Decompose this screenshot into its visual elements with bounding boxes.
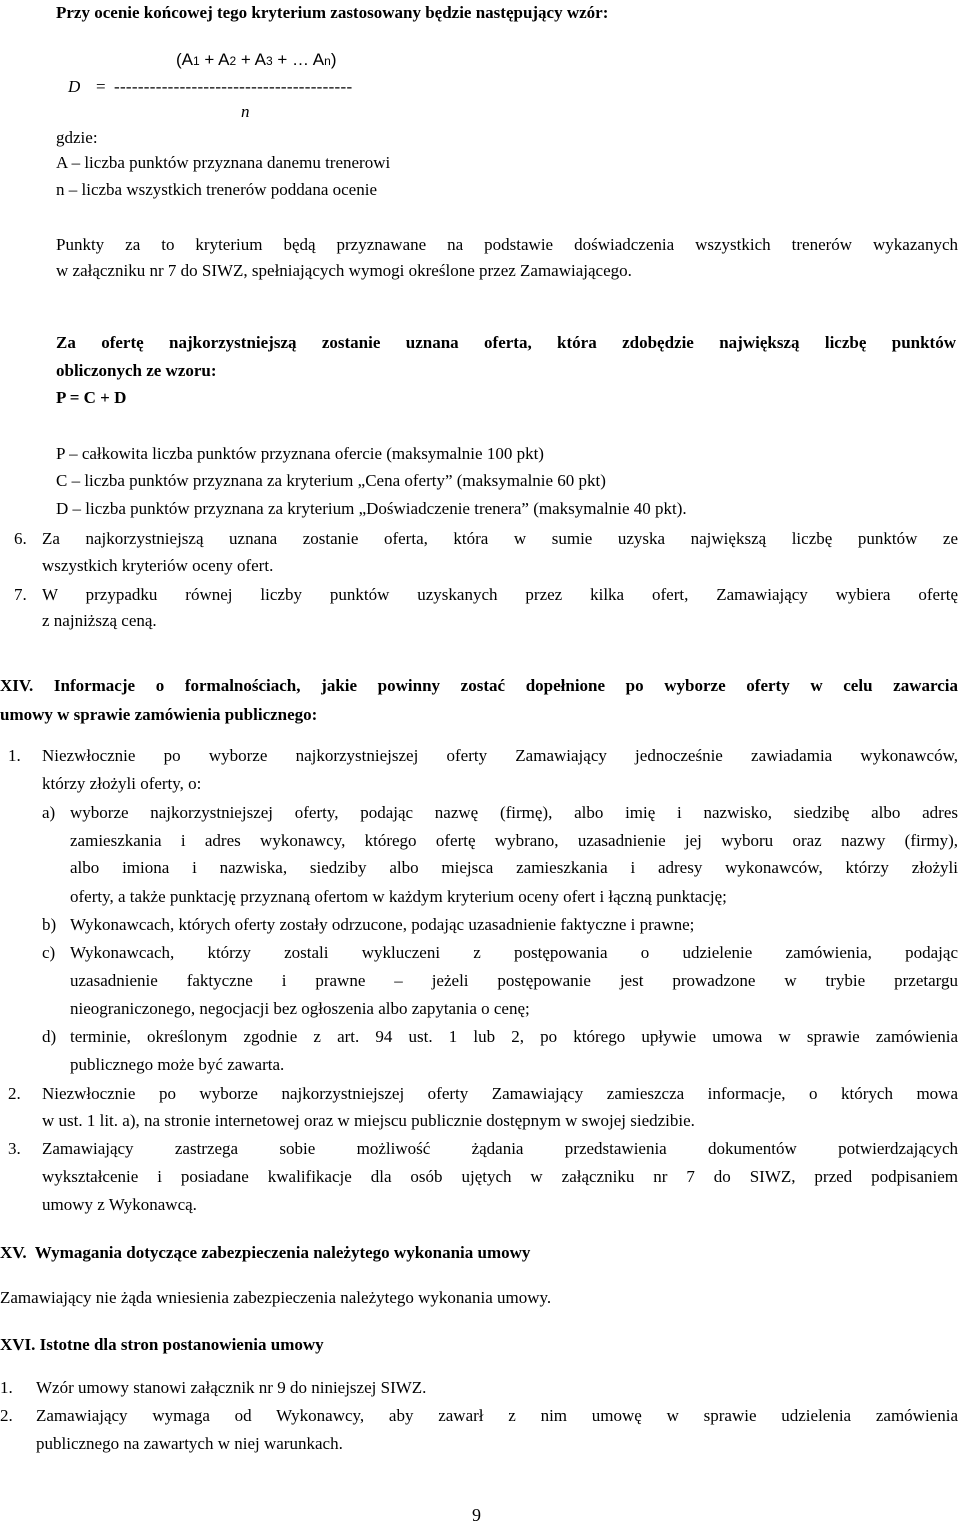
s14-d-line1: terminie, określonym zgodnie z art. 94 ust. 1 lub 2, po którego upływie umowa w sprawie zamówienia	[70, 1027, 958, 1046]
s14-d-label: d)	[42, 1027, 57, 1046]
s14-c-line1: Wykonawcach, którzy zostali wykluczeni z postępowania o udzielenie zamówienia, podając	[70, 943, 958, 962]
s14-d-line2: publicznego może być zawarta.	[70, 1055, 285, 1074]
s14-p2-line2: w ust. 1 lit. a), na stronie internetowej oraz w miejscu publicznie dostępnym w swojej siedzibie.	[42, 1111, 695, 1130]
numerator-part: )	[330, 50, 337, 69]
section16-heading: XVI. Istotne dla stron postanowienia umowy	[0, 1335, 324, 1354]
section15-text: Zamawiający nie żąda wniesienia zabezpieczenia należytego wykonania umowy.	[0, 1288, 552, 1307]
s14-p3-line3: umowy z Wykonawcą.	[42, 1195, 197, 1214]
def-d: D – liczba punktów przyznana za kryterium „Doświadczenie trenera” (maksymalnie 40 pkt).	[56, 499, 687, 518]
item7-num: 7.	[14, 585, 27, 604]
s14-p3-line2: wykształcenie i posiadane kwalifikacje dla osób ujętych w załączniku nr 7 do SIWZ, przed podpisaniem	[42, 1167, 958, 1186]
item7-line2: z najniższą ceną.	[42, 611, 157, 630]
para1-line2: w załączniku nr 7 do SIWZ, spełniających wymogi określone przez Zamawiającego.	[56, 261, 632, 280]
legend-a: A – liczba punktów przyznana danemu trenerowi	[56, 153, 391, 172]
legend-n: n – liczba wszystkich trenerów poddana ocenie	[56, 180, 377, 199]
def-p: P – całkowita liczba punktów przyznana ofercie (maksymalnie 100 pkt)	[56, 444, 544, 463]
s14-p2-line1: Niezwłocznie po wyborze najkorzystniejszej oferty Zamawiający zamieszcza informacje, o których mowa	[42, 1084, 958, 1103]
s14-b-line1: Wykonawcach, których oferty zostały odrzucone, podając uzasadnienie faktyczne i prawne;	[70, 915, 695, 934]
best-offer-formula: P = C + D	[56, 388, 127, 407]
s14-p3-line1: Zamawiający zastrzega sobie możliwość żądania przedstawienia dokumentów potwierdzających	[42, 1139, 958, 1158]
formula-eq: =	[96, 77, 106, 96]
item6-line2: wszystkich kryteriów oceny ofert.	[42, 556, 274, 575]
s14-p1-num: 1.	[8, 746, 21, 765]
s14-c-line3: nieograniczonego, negocjacji bez ogłoszenia albo zapytania o cenę;	[70, 999, 530, 1018]
s14-p1-line1: Niezwłocznie po wyborze najkorzystniejszej oferty Zamawiający jednocześnie zawiadamia wykonawców,	[42, 746, 958, 765]
formula-lhs: D	[68, 77, 81, 96]
best-offer-line2: obliczonych ze wzoru:	[56, 361, 217, 380]
item6-num: 6.	[14, 529, 27, 548]
para1-line1: Punkty za to kryterium będą przyznawane na podstawie doświadczenia wszystkich trenerów wykazanych	[56, 235, 958, 254]
section14-heading-line2: umowy w sprawie zamówienia publicznego:	[0, 705, 318, 724]
item7-line1: W przypadku równej liczby punktów uzyskanych przez kilka ofert, Zamawiający wybiera ofertę	[42, 585, 958, 604]
formula-intro: Przy ocenie końcowej tego kryterium zastosowany będzie następujący wzór:	[56, 3, 609, 22]
s14-p3-num: 3.	[8, 1139, 21, 1158]
numerator-part: (A	[176, 50, 193, 69]
s14-a-line2: zamieszkania i adres wykonawcy, którego ofertę wybrano, uzasadnienie jej wyboru oraz nazwy (firmy),	[70, 831, 958, 850]
best-offer-line1: Za ofertę najkorzystniejszą zostanie uznana oferta, która zdobędzie największą liczbę punktów	[56, 333, 956, 352]
s14-a-line1: wyborze najkorzystniejszej oferty, podając nazwę (firmę), albo imię i nazwisko, siedzibę albo adres	[70, 803, 958, 822]
s14-b-label: b)	[42, 915, 57, 934]
subscript: 2	[229, 54, 237, 68]
formula-numerator	[176, 50, 336, 71]
s16-i1-num: 1.	[0, 1378, 13, 1397]
numerator-part: + … A	[272, 50, 325, 69]
page-number: 9	[472, 1505, 481, 1525]
subscript: 3	[265, 54, 273, 68]
s14-p2-num: 2.	[8, 1084, 21, 1103]
formula-fraction-line: ----------------------------------------	[114, 77, 353, 96]
s14-p1-line2: którzy złożyli oferty, o:	[42, 774, 202, 793]
def-c: C – liczba punktów przyznana za kryterium „Cena oferty” (maksymalnie 60 pkt)	[56, 471, 606, 490]
gdzie-label: gdzie:	[56, 128, 98, 147]
item6-line1: Za najkorzystniejszą uznana zostanie oferta, która w sumie uzyska największą liczbę punktów ze	[42, 529, 958, 548]
s16-i2-num: 2.	[0, 1406, 13, 1425]
s14-c-line2: uzasadnienie faktyczne i prawne – jeżeli postępowanie jest prowadzone w trybie przetargu	[70, 971, 958, 990]
s16-i2-line2: publicznego na zawartych w niej warunkach.	[36, 1434, 343, 1453]
subscript: 1	[193, 54, 200, 68]
s16-i2-line1: Zamawiający wymaga od Wykonawcy, aby zawarł z nim umowę w sprawie udzielenia zamówienia	[36, 1406, 958, 1425]
s14-c-label: c)	[42, 943, 56, 962]
numerator-part: + A	[236, 50, 266, 69]
s16-i1-line1: Wzór umowy stanowi załącznik nr 9 do niniejszej SIWZ.	[36, 1378, 427, 1397]
numerator-part: + A	[199, 50, 230, 69]
section14-heading-line1: XIV. Informacje o formalnościach, jakie powinny zostać dopełnione po wyborze oferty w celu zawarcia	[0, 676, 958, 695]
subscript: n	[324, 54, 331, 68]
s14-a-label: a)	[42, 803, 56, 822]
formula-denominator: n	[241, 102, 250, 121]
s14-a-line3: albo imiona i nazwiska, siedziby albo miejsca zamieszkania i adresy wykonawców, którzy złożyli	[70, 858, 958, 877]
section15-heading: XV. Wymagania dotyczące zabezpieczenia należytego wykonania umowy	[0, 1243, 531, 1262]
s14-a-line4: oferty, a także punktację przyznaną ofertom w każdym kryterium oceny ofert i łączną punktację;	[70, 887, 727, 906]
